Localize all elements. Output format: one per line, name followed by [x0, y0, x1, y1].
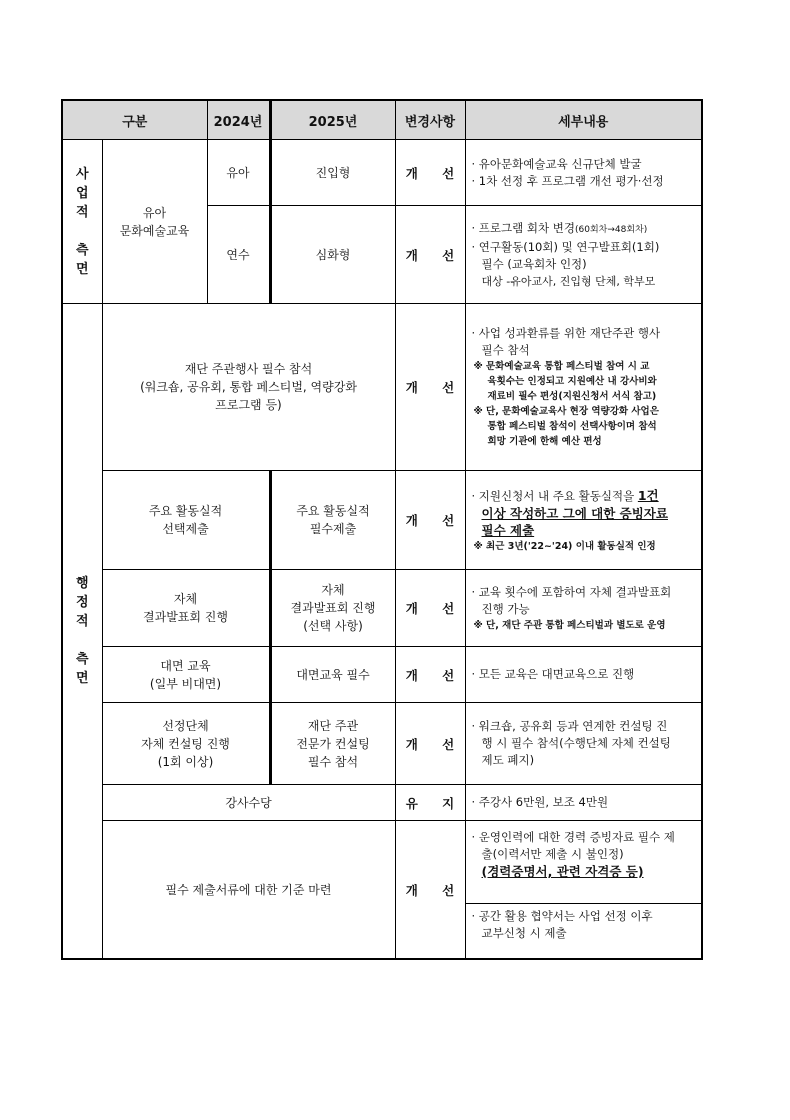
cell-change: 유 지 — [395, 785, 465, 821]
cell-details — [465, 206, 702, 304]
table-row — [62, 785, 702, 821]
detail-emphasis: (경력증명서, 관련 자격증 등) — [481, 864, 644, 879]
detail-line: · 주강사 6만원, 보조 4만원 — [471, 795, 609, 809]
cell-2025: 심화형 — [270, 206, 395, 304]
cell-details — [465, 703, 702, 785]
detail-line: · 유아문화예술교육 신규단체 발굴 — [471, 156, 642, 171]
cell-change: 개 선 — [395, 304, 465, 471]
detail-text: · 프로그램 회차 변경 — [471, 220, 575, 235]
cell-2024: 주요 활동실적 선택제출 — [102, 471, 270, 570]
header-change: 변경사항 — [395, 100, 465, 140]
cell-2024: 선정단체 자체 컨설팅 진행 (1회 이상) — [102, 703, 270, 785]
detail-line — [472, 487, 698, 505]
detail-text: · 지원신청서 내 주요 활동실적을 — [471, 488, 638, 503]
table-row — [62, 471, 702, 570]
table-row — [62, 821, 702, 960]
detail-emphasis: 필수 제출 — [481, 522, 535, 538]
cell-2025: 진입형 — [270, 140, 395, 206]
table-row — [62, 140, 702, 206]
cell-change: 개 선 — [395, 647, 465, 703]
detail-line: · 연구활동(10회) 및 연구발표회(1회) — [471, 239, 660, 254]
cell-change: 개 선 — [395, 703, 465, 785]
policy-change-table — [61, 99, 703, 960]
cell-change: 개 선 — [395, 821, 465, 960]
header-row — [62, 100, 702, 140]
detail-line: 대상 -유아교사, 진입형 단체, 학부모 — [481, 274, 656, 288]
table-row — [62, 570, 702, 647]
detail-line: · 모든 교육은 대면교육으로 진행 — [471, 667, 635, 681]
detail-line: · 운영인력에 대한 경력 증빙자료 필수 제 — [471, 830, 675, 844]
cell-2025: 주요 활동실적 필수제출 — [270, 471, 395, 570]
detail-emphasis: 이상 작성하고 그에 대한 증빙자료 — [481, 505, 668, 521]
note-line: ※ 문화예술교육 통합 페스티벌 참여 시 교 — [473, 361, 650, 372]
header-2024: 2024년 — [207, 100, 270, 140]
cell-details — [465, 140, 702, 206]
cell-2024: 연수 — [207, 206, 270, 304]
detail-line: 필수 참석 — [481, 343, 530, 357]
cell-change: 개 선 — [395, 206, 465, 304]
detail-line: 필수 (교육회차 인정) — [481, 256, 587, 271]
note-line: ※ 단, 문화예술교육사 현장 역량강화 사업은 — [473, 406, 659, 417]
cell-details — [465, 570, 702, 647]
note-line: 통합 페스티벌 참석이 선택사항이며 참석 — [487, 421, 657, 432]
cell-details — [465, 821, 702, 960]
detail-line: 출(이력서만 제출 시 불인정) — [481, 847, 624, 861]
table-row — [62, 647, 702, 703]
cell-2025: 재단 주관 전문가 컨설팅 필수 참석 — [270, 703, 395, 785]
cell-2025: 대면교육 필수 — [270, 647, 395, 703]
cell-details — [465, 647, 702, 703]
cell-2025: 자체 결과발표회 진행 (선택 사항) — [270, 570, 395, 647]
detail-line: 제도 폐지) — [481, 753, 535, 767]
detail-block — [466, 821, 702, 903]
admin-side-label: 행 정 적 측 면 — [62, 304, 102, 960]
business-category: 유아 문화예술교육 — [102, 140, 207, 304]
cell-2024: 자체 결과발표회 진행 — [102, 570, 270, 647]
detail-line: · 1차 선정 후 프로그램 개선 평가·선정 — [471, 173, 664, 188]
cell-item: 강사수당 — [102, 785, 395, 821]
detail-line: · 교육 횟수에 포함하여 자체 결과발표회 — [471, 584, 672, 599]
admin-event-label: 재단 주관행사 필수 참석 (워크숍, 공유회, 통합 페스티벌, 역량강화 프로그램 등) — [102, 304, 395, 471]
note-line: 희망 기관에 한해 예산 편성 — [487, 436, 602, 447]
note-line: 육횟수는 인정되고 지원예산 내 강사비와 — [487, 376, 657, 387]
header-category: 구분 — [62, 100, 207, 140]
cell-details — [465, 304, 702, 471]
detail-line: · 워크숍, 공유회 등과 연계한 컨설팅 진 — [471, 719, 668, 733]
detail-line — [472, 220, 698, 239]
note-line: ※ 최근 3년('22~'24) 이내 활동실적 인정 — [473, 540, 656, 552]
business-side-label: 사 업 적 측 면 — [62, 140, 102, 304]
header-2025: 2025년 — [270, 100, 395, 140]
cell-item: 필수 제출서류에 대한 기준 마련 — [102, 821, 395, 960]
cell-2024: 대면 교육 (일부 비대면) — [102, 647, 270, 703]
cell-details — [465, 471, 702, 570]
cell-change: 개 선 — [395, 570, 465, 647]
detail-line: · 사업 성과환류를 위한 재단주관 행사 — [471, 326, 661, 340]
detail-block — [466, 903, 702, 958]
detail-line: · 공간 활용 협약서는 사업 선정 이후 — [471, 909, 653, 923]
table-row — [62, 703, 702, 785]
detail-line: 행 시 필수 참석(수행단체 자체 컨설팅 — [481, 736, 671, 750]
detail-line: 교부신청 시 제출 — [481, 926, 567, 940]
detail-line: 진행 가능 — [481, 601, 530, 616]
header-details: 세부내용 — [465, 100, 702, 140]
detail-small: (60회차→48회차) — [575, 224, 648, 235]
note-line: 재료비 필수 편성(지원신청서 서식 참고) — [487, 391, 657, 402]
table-row — [62, 304, 702, 471]
note-line: ※ 단, 재단 주관 통합 페스티벌과 별도로 운영 — [473, 619, 666, 631]
cell-details — [465, 785, 702, 821]
detail-emphasis: 1건 — [637, 487, 659, 503]
cell-change: 개 선 — [395, 140, 465, 206]
cell-2024: 유아 — [207, 140, 270, 206]
cell-change: 개 선 — [395, 471, 465, 570]
